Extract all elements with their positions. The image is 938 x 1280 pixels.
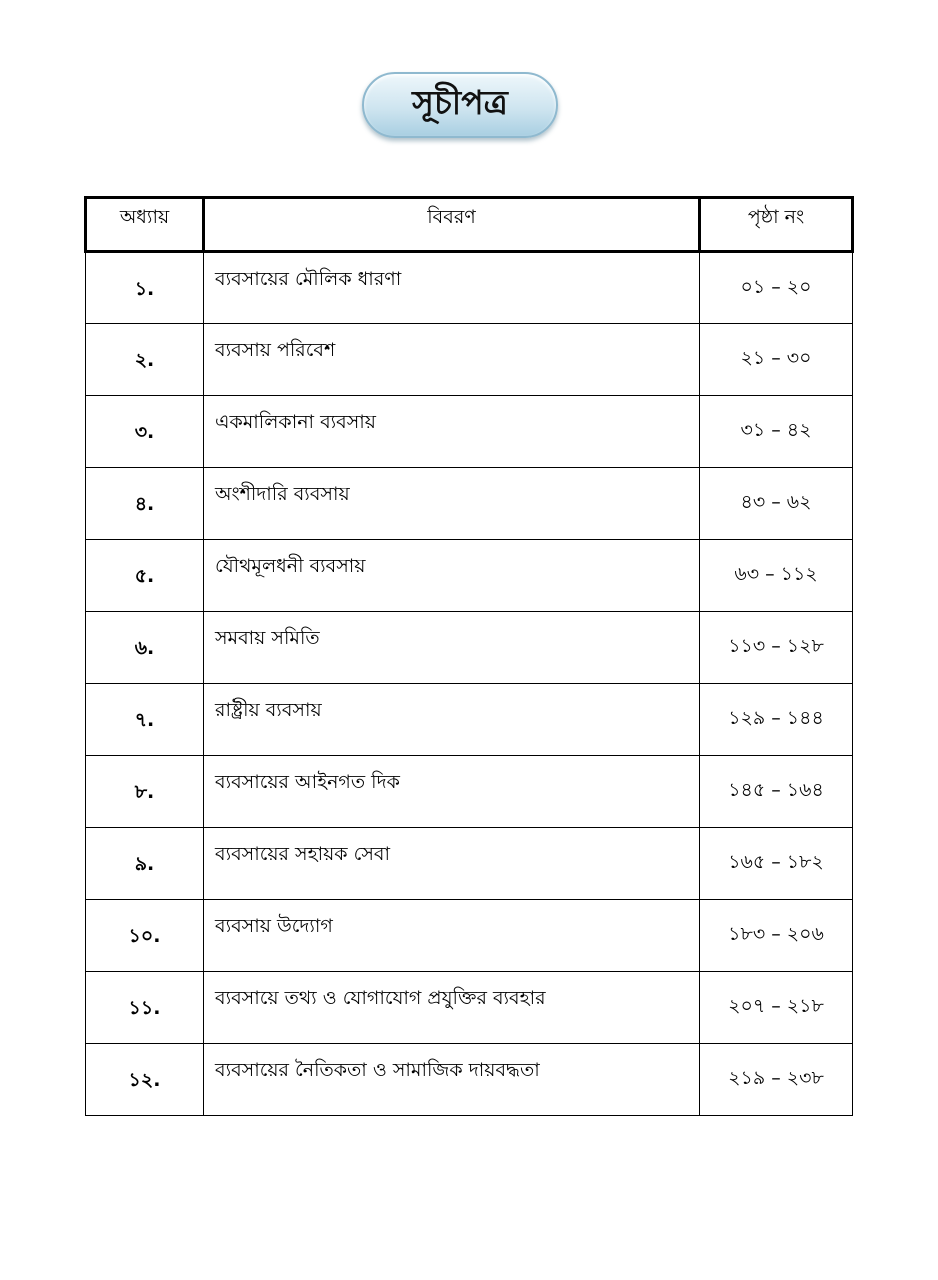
page-range: ৩১ – ৪২: [700, 396, 853, 468]
page-range: ১২৯ – ১৪৪: [700, 684, 853, 756]
table-row: [86, 756, 853, 828]
header-row: [86, 198, 853, 252]
table-row: [86, 900, 853, 972]
chapter-number: ১০.: [86, 900, 204, 972]
chapter-number: ৬.: [86, 612, 204, 684]
table-row: [86, 1044, 853, 1116]
page-range: ১১৩ – ১২৮: [700, 612, 853, 684]
chapter-number: ২.: [86, 324, 204, 396]
page-range: ১৪৫ – ১৬৪: [700, 756, 853, 828]
page-range: ২০৭ – ২১৮: [700, 972, 853, 1044]
chapter-title: ব্যবসায়ের মৌলিক ধারণা: [204, 252, 700, 324]
chapter-title: ব্যবসায়ের সহায়ক সেবা: [204, 828, 700, 900]
page-range: ২১ – ৩০: [700, 324, 853, 396]
table-row: [86, 468, 853, 540]
chapter-number: ৫.: [86, 540, 204, 612]
table-row: [86, 972, 853, 1044]
chapter-number: ৭.: [86, 684, 204, 756]
table-row: [86, 324, 853, 396]
chapter-number: ১২.: [86, 1044, 204, 1116]
chapter-number: ১১.: [86, 972, 204, 1044]
chapter-title: ব্যবসায়ে তথ্য ও যোগাযোগ প্রযুক্তির ব্যবহার: [204, 972, 700, 1044]
page-range: ১৬৫ – ১৮২: [700, 828, 853, 900]
page-range: ৬৩ – ১১২: [700, 540, 853, 612]
chapter-title: একমালিকানা ব্যবসায়: [204, 396, 700, 468]
chapter-title: যৌথমূলধনী ব্যবসায়: [204, 540, 700, 612]
table-row: [86, 252, 853, 324]
chapter-title: ব্যবসায় পরিবেশ: [204, 324, 700, 396]
chapter-number: ৪.: [86, 468, 204, 540]
chapter-title: ব্যবসায়ের আইনগত দিক: [204, 756, 700, 828]
chapter-title: ব্যবসায় উদ্যোগ: [204, 900, 700, 972]
chapter-title: সমবায় সমিতি: [204, 612, 700, 684]
table-row: [86, 612, 853, 684]
chapter-title: ব্যবসায়ের নৈতিকতা ও সামাজিক দায়বদ্ধতা: [204, 1044, 700, 1116]
page-title-banner: [362, 72, 558, 138]
page-range: ০১ – ২০: [700, 252, 853, 324]
column-header-chapter: অধ্যায়: [86, 198, 204, 252]
table-row: [86, 396, 853, 468]
chapter-title: অংশীদারি ব্যবসায়: [204, 468, 700, 540]
column-header-page: পৃষ্ঠা নং: [700, 198, 853, 252]
table-row: [86, 828, 853, 900]
chapter-number: ৩.: [86, 396, 204, 468]
page-range: ১৮৩ – ২০৬: [700, 900, 853, 972]
table-row: [86, 540, 853, 612]
chapter-number: ৮.: [86, 756, 204, 828]
column-header-description: বিবরণ: [204, 198, 700, 252]
page-range: ৪৩ – ৬২: [700, 468, 853, 540]
chapter-title: রাষ্ট্রীয় ব্যবসায়: [204, 684, 700, 756]
chapter-number: ১.: [86, 252, 204, 324]
page-title: সূচীপত্র: [412, 83, 508, 122]
chapter-number: ৯.: [86, 828, 204, 900]
table-row: [86, 684, 853, 756]
table-of-contents: [84, 196, 854, 1116]
page-range: ২১৯ – ২৩৮: [700, 1044, 853, 1116]
